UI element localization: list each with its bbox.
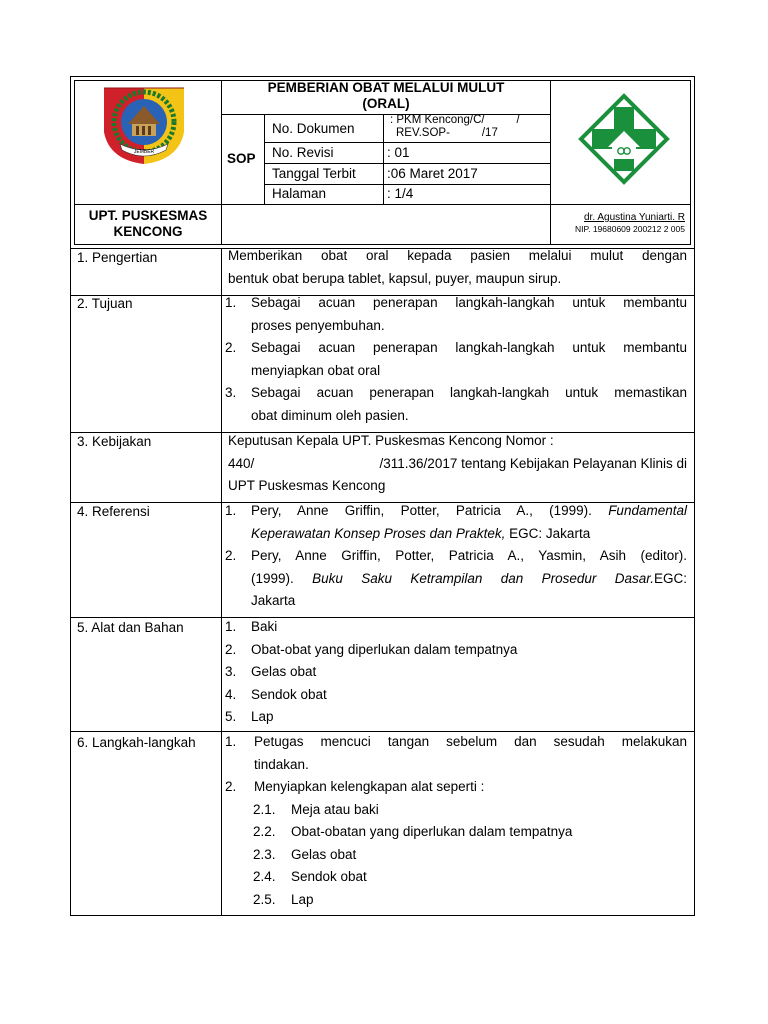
- alat-bahan-label: 5. Alat dan Bahan: [77, 620, 184, 635]
- sub-list-item: 2.1. Meja atau baki: [253, 801, 379, 817]
- jember-emblem-logo: [98, 82, 190, 168]
- document-title-line2: (ORAL): [362, 96, 410, 111]
- list-item: 1. Baki: [225, 619, 278, 634]
- no-dokumen-value-line1: : PKM Kencong/C/ /: [390, 114, 520, 126]
- list-item: 1. Sebagai acuan penerapan langkah-langkah untuk membantu proses penyembuhan.: [225, 295, 687, 333]
- kebijakan-text: Keputusan Kepala UPT. Puskesmas Kencong Nomor : 440/ /311.36/2017 tentang Kebijakan Pelayanan Klinis di UPT Puskesmas Kencong: [228, 433, 687, 493]
- no-revisi-value: : 01: [387, 145, 410, 160]
- svg-text:JEMBER: JEMBER: [133, 149, 155, 155]
- tujuan-list: [225, 292, 687, 427]
- list-item: 3. Gelas obat: [225, 664, 317, 679]
- no-dokumen-label: No. Dokumen: [272, 121, 355, 136]
- pengertian-label: 1. Pengertian: [77, 250, 158, 265]
- signer-nip: NIP. 19680609 200212 2 005: [575, 224, 685, 234]
- signer-name: dr. Agustina Yuniarti. R: [584, 212, 685, 223]
- org-name-line2: KENCONG: [113, 224, 183, 239]
- langkah-list: [225, 731, 687, 911]
- no-revisi-label: No. Revisi: [272, 145, 334, 160]
- sub-list-item: 2.2. Obat-obatan yang diperlukan dalam tempatnya: [253, 824, 573, 839]
- sub-list-item: 2.4. Sendok obat: [253, 869, 367, 884]
- sub-list-item: 2.5. Lap: [253, 891, 314, 907]
- sub-list-item: 2.3. Gelas obat: [253, 846, 357, 862]
- list-item: 1. Petugas mencuci tangan sebelum dan sesudah melakukan tindakan.: [225, 734, 687, 772]
- halaman-label: Halaman: [272, 186, 327, 201]
- list-item: 5. Lap: [225, 709, 274, 724]
- tanggal-terbit-value: :06 Maret 2017: [387, 166, 478, 181]
- list-item: 3. Sebagai acuan penerapan langkah-langkah untuk memastikan obat diminum oleh pasien.: [225, 385, 687, 423]
- list-item: 2. Obat-obat yang diperlukan dalam tempatnya: [225, 641, 518, 657]
- org-name-line1: UPT. PUSKESMAS: [88, 208, 208, 223]
- list-item: 4. Sendok obat: [225, 686, 327, 702]
- referensi-list: [225, 500, 687, 613]
- no-dokumen-value-line2: REV.SOP- /17: [396, 127, 498, 139]
- list-item: 2. Pery, Anne Griffin, Potter, Patricia A., Yasmin, Asih (editor). (1999). Buku Saku Ketrampilan dan Prosedur Dasar.EGC: Jakarta: [225, 548, 687, 608]
- tujuan-label: 2. Tujuan: [77, 296, 133, 311]
- alat-bahan-list: [225, 616, 687, 729]
- puskesmas-logo: [578, 93, 670, 185]
- list-item: 2. Menyiapkan kelengkapan alat seperti :: [225, 779, 485, 794]
- referensi-label: 4. Referensi: [77, 504, 150, 519]
- tanggal-terbit-label: Tanggal Terbit: [272, 166, 356, 181]
- list-item: 1. Pery, Anne Griffin, Potter, Patricia A., (1999). Fundamental Keperawatan Konsep Proses dan Praktek, EGC: Jakarta: [225, 503, 687, 541]
- kebijakan-label: 3. Kebijakan: [77, 434, 152, 449]
- langkah-label: 6. Langkah-langkah: [77, 735, 196, 750]
- sop-label: SOP: [227, 151, 256, 166]
- pengertian-text: Memberikan obat oral kepada pasien melalui mulut dengan bentuk obat berupa tablet, kapsul, puyer, maupun sirup.: [228, 248, 687, 286]
- halaman-value: : 1/4: [387, 186, 414, 201]
- list-item: 2. Sebagai acuan penerapan langkah-langkah untuk membantu menyiapkan obat oral: [225, 340, 687, 378]
- document-title-line1: PEMBERIAN OBAT MELALUI MULUT: [267, 80, 505, 95]
